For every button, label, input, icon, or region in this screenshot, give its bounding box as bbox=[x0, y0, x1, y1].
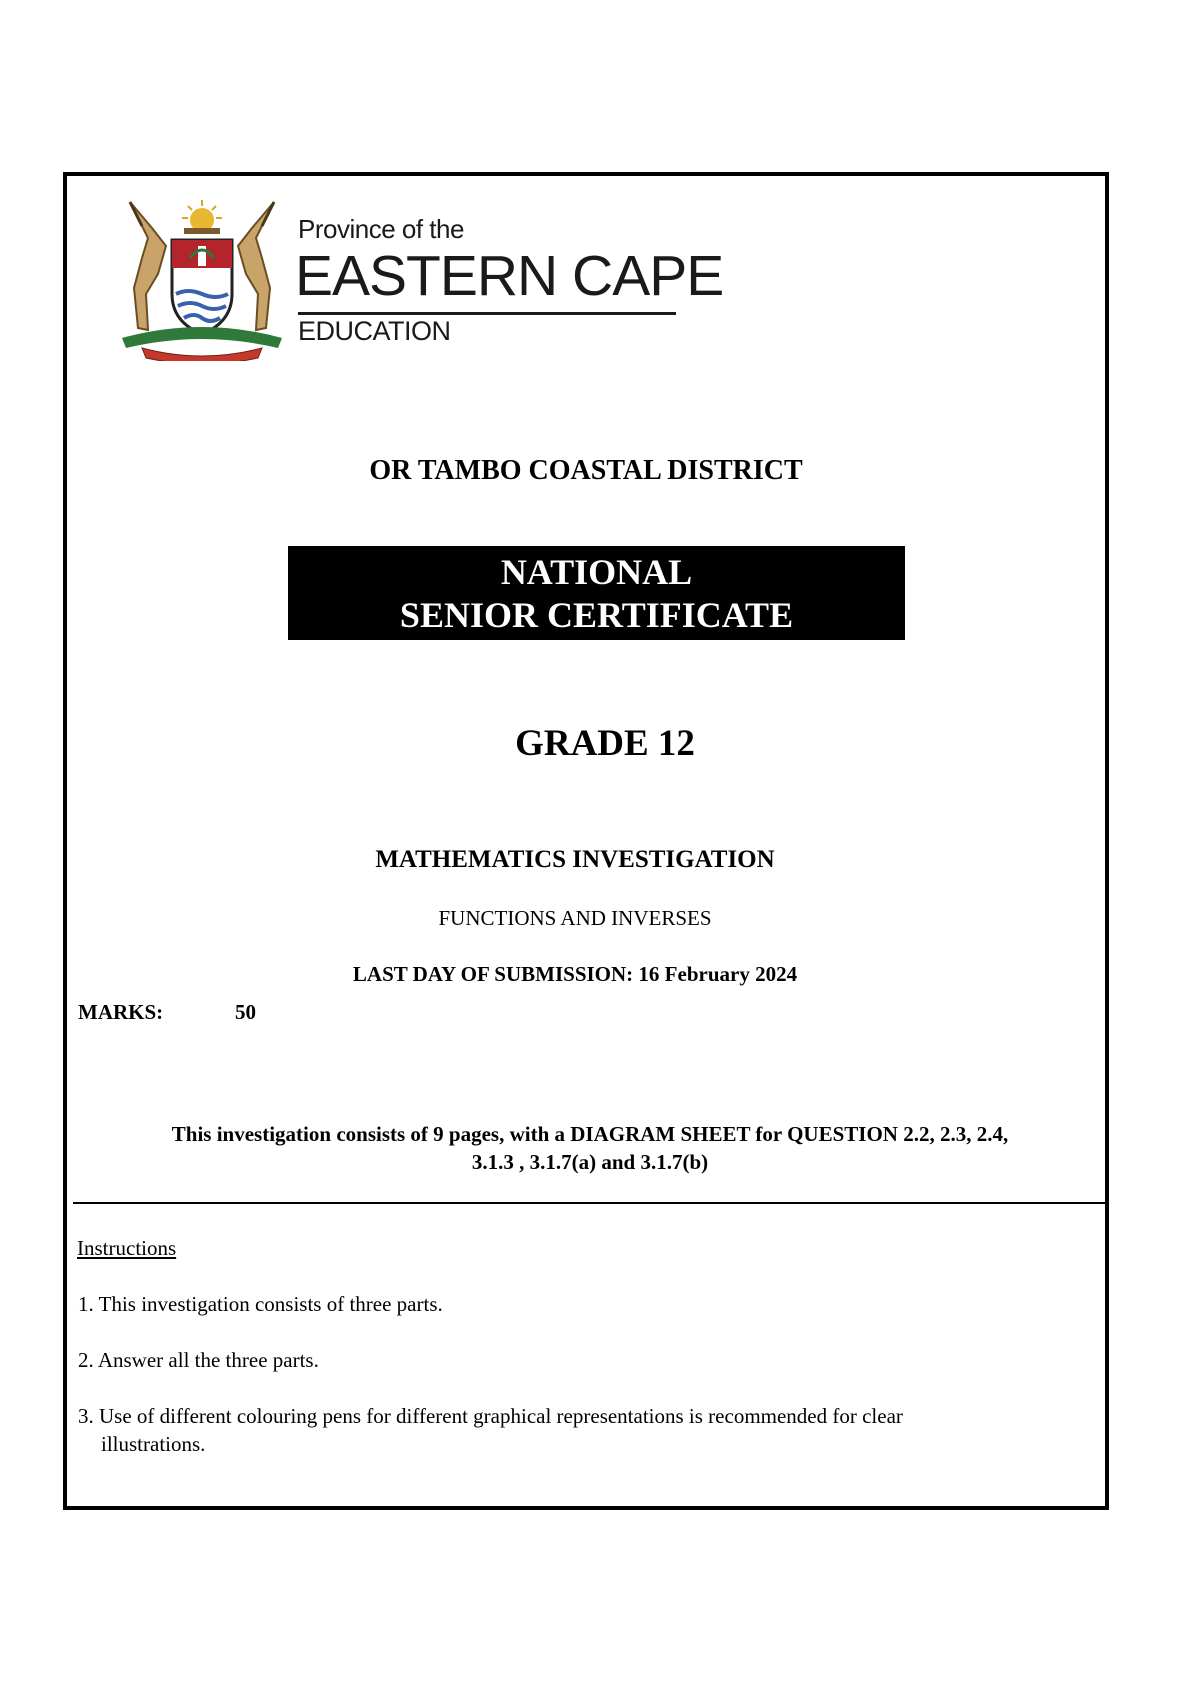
note-line-2: 3.1.3 , 3.1.7(a) and 3.1.7(b) bbox=[471, 1150, 709, 1174]
certificate-line-1: NATIONAL bbox=[500, 552, 693, 592]
subject-heading: MATHEMATICS INVESTIGATION bbox=[375, 846, 775, 873]
wordmark-divider bbox=[298, 312, 676, 315]
instructions-heading: Instructions bbox=[77, 1236, 177, 1260]
instruction-text: Use of different colouring pens for different graphical representations is recommended for clear bbox=[99, 1404, 903, 1428]
instruction-item bbox=[78, 1402, 1058, 1458]
investigation-note bbox=[90, 1120, 1090, 1176]
province-line: Province of the bbox=[298, 214, 464, 244]
department-name: EDUCATION bbox=[298, 316, 451, 346]
instruction-number: 1. bbox=[78, 1292, 94, 1316]
coat-of-arms-logo bbox=[112, 198, 292, 361]
topic-heading: FUNCTIONS AND INVERSES bbox=[438, 906, 712, 930]
province-name: EASTERN CAPE bbox=[295, 244, 724, 308]
section-divider bbox=[73, 1202, 1106, 1204]
instruction-item bbox=[78, 1290, 443, 1318]
instruction-text: Answer all the three parts. bbox=[97, 1348, 319, 1372]
instruction-number: 2. bbox=[78, 1348, 94, 1372]
grade-heading: GRADE 12 bbox=[515, 723, 695, 764]
instruction-number: 3. bbox=[78, 1404, 94, 1428]
instruction-continuation: illustrations. bbox=[101, 1432, 206, 1456]
marks-label: MARKS: bbox=[78, 1000, 164, 1024]
submission-deadline: LAST DAY OF SUBMISSION: 16 February 2024 bbox=[352, 962, 798, 986]
certificate-line-2: SENIOR CERTIFICATE bbox=[399, 595, 794, 635]
certificate-banner bbox=[288, 546, 905, 640]
instruction-item bbox=[78, 1346, 319, 1374]
note-line-1: This investigation consists of 9 pages, with a DIAGRAM SHEET for QUESTION 2.2, 2.3, 2.4, bbox=[171, 1122, 1009, 1146]
district-title: OR TAMBO COASTAL DISTRICT bbox=[369, 455, 803, 486]
instruction-text: This investigation consists of three parts. bbox=[98, 1292, 443, 1316]
marks-value: 50 bbox=[235, 1000, 256, 1024]
